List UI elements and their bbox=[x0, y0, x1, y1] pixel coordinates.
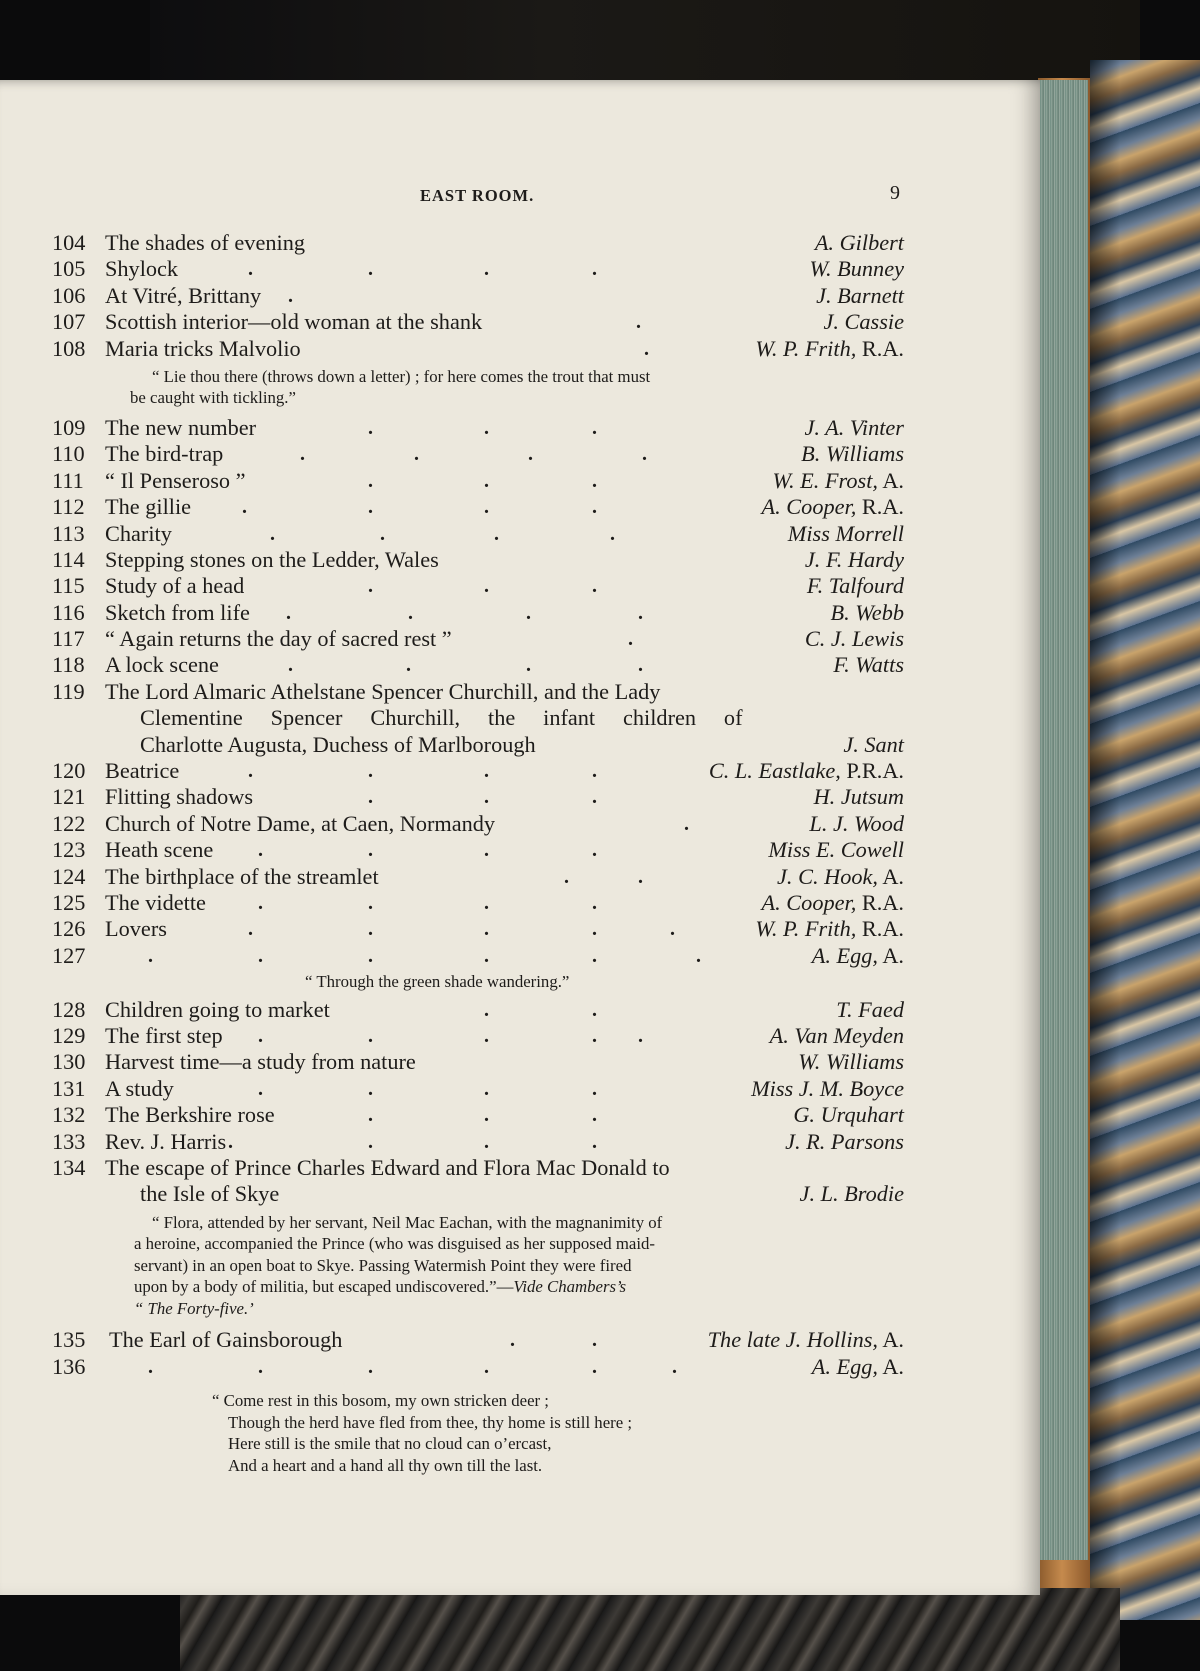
citation: “ The Forty-five.’ bbox=[134, 1298, 254, 1318]
entry-number: 124 bbox=[52, 863, 86, 889]
entry-number: 114 bbox=[52, 546, 85, 572]
artist-suffix: R.A. bbox=[856, 494, 904, 520]
entry-title: Lovers bbox=[105, 916, 167, 942]
artist-name: J. F. Hardy bbox=[804, 546, 904, 572]
artist-name: Miss E. Cowell bbox=[768, 837, 904, 863]
entry-number: 127 bbox=[52, 942, 86, 968]
artist-suffix: A. bbox=[877, 467, 904, 493]
artist-name: H. Jutsum bbox=[813, 784, 904, 810]
artist-suffix: A. bbox=[877, 1353, 904, 1379]
entry-artist bbox=[814, 784, 904, 810]
entry-number: 116 bbox=[52, 599, 85, 625]
artist-name: A. Gilbert bbox=[814, 230, 904, 255]
entry-title: A study bbox=[105, 1075, 174, 1101]
artist-name: A. Van Meyden bbox=[769, 1023, 904, 1049]
entry-artist bbox=[809, 811, 904, 837]
entry-number: 121 bbox=[52, 784, 86, 810]
artist-name: J. Barnett bbox=[816, 282, 904, 308]
quote-line: “ Through the green shade wandering.” bbox=[305, 972, 570, 992]
entry-110: 110 The bird-trap . . . . B. Williams bbox=[52, 441, 904, 467]
entry-number: 119 bbox=[52, 678, 85, 704]
entry-104 bbox=[52, 230, 904, 256]
quote-line bbox=[52, 1298, 904, 1320]
entry-number: 129 bbox=[52, 1023, 86, 1049]
entry-artist bbox=[762, 494, 904, 520]
entry-artist bbox=[785, 1129, 904, 1155]
entry-120: 120 Beatrice . . . . C. L. Eastlake, P.R.A. bbox=[52, 758, 904, 784]
artist-suffix: R.A. bbox=[856, 335, 904, 361]
title-continuation: the Isle of Skye bbox=[140, 1181, 280, 1207]
artist-name: A. Cooper, bbox=[761, 494, 857, 520]
entry-number: 134 bbox=[52, 1155, 86, 1180]
quote-134 bbox=[52, 1208, 904, 1328]
entry-artist bbox=[770, 1023, 904, 1049]
entry-title: The new number bbox=[105, 414, 257, 440]
entry-number: 112 bbox=[52, 494, 85, 520]
marbled-cover-top bbox=[150, 0, 1140, 84]
entry-artist bbox=[816, 283, 904, 309]
entry-title: Church of Notre Dame, at Caen, Normandy bbox=[105, 810, 496, 836]
entry-135: 135 The Earl of Gainsborough . . The late J. Hollins, A. bbox=[52, 1327, 904, 1353]
quote-line: And a heart and a hand all thy own till the last. bbox=[228, 1455, 543, 1475]
entry-number: 122 bbox=[52, 810, 86, 836]
entry-number: 136 bbox=[52, 1353, 86, 1379]
entry-number: 107 bbox=[52, 309, 86, 335]
entry-artist bbox=[805, 626, 904, 652]
entry-number: 113 bbox=[52, 520, 85, 546]
artist-name: A. Egg, bbox=[811, 1353, 878, 1379]
entry-artist bbox=[805, 547, 904, 573]
entry-title: The bird-trap bbox=[105, 441, 224, 467]
entry-112: 112 The gillie . . . . A. Cooper, R.A. bbox=[52, 494, 904, 520]
entry-title: The Berkshire rose bbox=[105, 1102, 275, 1128]
quote-127 bbox=[52, 969, 904, 997]
entry-artist bbox=[805, 415, 905, 441]
entry-artist bbox=[836, 997, 904, 1023]
entry-number: 123 bbox=[52, 837, 86, 863]
entry-title: The first step bbox=[105, 1023, 223, 1049]
entry-artist bbox=[843, 732, 904, 758]
entry-116: 116 Sketch from life . . . . B. Webb bbox=[52, 599, 904, 625]
entry-number: 106 bbox=[52, 282, 86, 308]
quote-line: servant) in an open boat to Skye. Passing Watermish Point they were fired bbox=[134, 1255, 632, 1275]
entry-title: Harvest time—a study from nature bbox=[105, 1049, 416, 1075]
entry-title: The escape of Prince Charles Edward and Flora Mac Donald to bbox=[105, 1155, 670, 1180]
entry-artist bbox=[833, 652, 904, 678]
entry-artist bbox=[800, 1181, 904, 1207]
entry-number: 108 bbox=[52, 335, 86, 361]
entry-artist bbox=[809, 256, 904, 282]
artist-name: J. Sant bbox=[843, 731, 904, 757]
entry-title: A lock scene bbox=[105, 652, 219, 678]
title-continuation: Charlotte Augusta, Duchess of Marlborough bbox=[140, 731, 536, 757]
entry-number: 135 bbox=[52, 1327, 86, 1353]
artist-name: C. L. Eastlake, bbox=[708, 758, 841, 784]
artist-name: Miss J. M. Boyce bbox=[751, 1075, 904, 1101]
entry-title: The Earl of Gainsborough bbox=[109, 1327, 343, 1353]
entry-113: 113 Charity . . . . Miss Morrell bbox=[52, 520, 904, 546]
entry-title: Scottish interior—old woman at the shank bbox=[105, 309, 483, 335]
entry-title: Rev. J. Harris bbox=[105, 1128, 227, 1154]
entry-number: 125 bbox=[52, 889, 86, 915]
entry-artist bbox=[812, 943, 904, 969]
entry-artist bbox=[762, 890, 904, 916]
entry-list bbox=[52, 230, 904, 1476]
quote-text: upon by a body of militia, but escaped undiscovered.”— bbox=[134, 1277, 514, 1297]
artist-name: C. J. Lewis bbox=[804, 626, 904, 652]
artist-name: J. A. Vinter bbox=[804, 414, 904, 440]
quote-line: “ Flora, attended by her servant, Neil Mac Eachan, with the magnanimity of bbox=[152, 1212, 663, 1232]
title-continuation: Clementine Spencer Churchill, the infant children of bbox=[140, 705, 743, 731]
artist-name: J. L. Brodie bbox=[799, 1181, 904, 1207]
entry-title: Charity bbox=[105, 520, 172, 546]
entry-125: 125 The vidette . . . . A. Cooper, R.A. bbox=[52, 889, 904, 915]
entry-129: 129 The first step . . . . . A. Van Meyden bbox=[52, 1023, 904, 1049]
entry-111: 111 “ Il Penseroso ” . . . W. E. Frost, A. bbox=[52, 467, 904, 493]
artist-name: T. Faed bbox=[836, 996, 904, 1022]
artist-name: A. Cooper, bbox=[761, 889, 857, 915]
entry-127: 127 . . . . . . A. Egg, A. bbox=[52, 942, 904, 968]
entry-artist bbox=[751, 1076, 904, 1102]
entry-number: 109 bbox=[52, 414, 86, 440]
page-number: 9 bbox=[890, 182, 900, 204]
entry-title: The gillie bbox=[105, 494, 192, 520]
entry-121: 121 Flitting shadows . . . H. Jutsum bbox=[52, 784, 904, 810]
artist-name: Miss Morrell bbox=[787, 520, 904, 546]
entry-number: 110 bbox=[52, 441, 85, 467]
entry-artist bbox=[823, 309, 904, 335]
artist-name: F. Watts bbox=[833, 652, 904, 678]
artist-name: W. P. Frith, bbox=[755, 916, 857, 942]
entry-artist bbox=[807, 573, 904, 599]
entry-artist bbox=[772, 468, 904, 494]
artist-name: A. Egg, bbox=[811, 942, 878, 968]
quote-108 bbox=[52, 362, 904, 415]
artist-name: L. J. Wood bbox=[809, 810, 904, 836]
entry-artist bbox=[812, 1354, 904, 1380]
entry-artist bbox=[788, 521, 904, 547]
entry-title: Stepping stones on the Ledder, Wales bbox=[105, 546, 439, 572]
entry-artist bbox=[768, 837, 904, 863]
entry-title: Beatrice bbox=[105, 758, 180, 784]
entry-artist bbox=[777, 864, 904, 890]
catalogue-page bbox=[0, 80, 1040, 1595]
entry-number: 132 bbox=[52, 1102, 86, 1128]
entry-122: 122 Church of Notre Dame, at Caen, Normandy . L. J. Wood bbox=[52, 810, 904, 836]
entry-123: 123 Heath scene . . . . Miss E. Cowell bbox=[52, 837, 904, 863]
artist-suffix: P.R.A. bbox=[840, 758, 904, 784]
entry-105: 105 Shylock . . . . W. Bunney bbox=[52, 256, 904, 282]
entry-107: 107 Scottish interior—old woman at the shank . J. Cassie bbox=[52, 309, 904, 335]
entry-number: 111 bbox=[52, 467, 84, 493]
entry-number: 130 bbox=[52, 1049, 86, 1075]
quote-line: Here still is the smile that no cloud can o’ercast, bbox=[228, 1434, 552, 1454]
quote-line: a heroine, accompanied the Prince (who was disguised as her supposed maid- bbox=[134, 1234, 655, 1254]
entry-126: 126 Lovers . . . . . W. P. Frith, R.A. bbox=[52, 916, 904, 942]
artist-suffix: R.A. bbox=[856, 889, 904, 915]
citation: Vide Chambers’s bbox=[513, 1277, 627, 1297]
entry-number: 104 bbox=[52, 230, 86, 255]
quote-line: Though the herd have fled from thee, thy home is still here ; bbox=[228, 1412, 633, 1432]
entry-title: Maria tricks Malvolio bbox=[105, 335, 301, 361]
artist-name: W. Bunney bbox=[809, 256, 904, 282]
entry-number: 105 bbox=[52, 256, 86, 282]
artist-name: W. Williams bbox=[798, 1049, 904, 1075]
artist-name: B. Williams bbox=[801, 441, 904, 467]
entry-title: The vidette bbox=[105, 889, 206, 915]
entry-artist bbox=[815, 230, 904, 256]
entry-title: The Lord Almaric Athelstane Spencer Churchill, and the Lady bbox=[105, 678, 661, 704]
entry-114 bbox=[52, 547, 904, 573]
artist-name: J. C. Hook, bbox=[777, 863, 878, 889]
artist-name: W. E. Frost, bbox=[772, 467, 878, 493]
artist-name: J. R. Parsons bbox=[785, 1128, 904, 1154]
artist-name: G. Urquhart bbox=[793, 1102, 904, 1128]
entry-artist bbox=[831, 600, 905, 626]
entry-115: 115 Study of a head . . . F. Talfourd bbox=[52, 573, 904, 599]
cover-shadow bbox=[1090, 60, 1120, 1620]
entry-artist bbox=[755, 336, 904, 362]
entry-title: The birthplace of the streamlet bbox=[105, 863, 379, 889]
running-head: EAST ROOM. bbox=[420, 186, 535, 205]
entry-119 bbox=[52, 679, 904, 705]
entry-109: 109 The new number . . . J. A. Vinter bbox=[52, 414, 904, 440]
entry-128: 128 Children going to market . . T. Faed bbox=[52, 996, 904, 1022]
entry-title: Flitting shadows bbox=[105, 784, 254, 810]
entry-number: 115 bbox=[52, 573, 85, 599]
quote-136 bbox=[52, 1380, 904, 1476]
entry-136: 136 . . . . . . A. Egg, A. bbox=[52, 1353, 904, 1379]
marbled-cover-bottom bbox=[180, 1588, 1120, 1671]
entry-134-continuation bbox=[52, 1181, 904, 1207]
entry-106: 106 At Vitré, Brittany . J. Barnett bbox=[52, 282, 904, 308]
entry-number: 126 bbox=[52, 916, 86, 942]
entry-artist bbox=[708, 1327, 904, 1353]
entry-132: 132 The Berkshire rose . . . G. Urquhart bbox=[52, 1102, 904, 1128]
artist-suffix: A. bbox=[877, 942, 904, 968]
entry-title: Shylock bbox=[105, 256, 179, 282]
artist-name: W. P. Frith, bbox=[755, 335, 857, 361]
entry-117: 117 “ Again returns the day of sacred rest ” . C. J. Lewis bbox=[52, 626, 904, 652]
entry-119-continuation bbox=[52, 732, 904, 758]
entry-title: Study of a head bbox=[105, 573, 245, 599]
entry-title: The shades of evening bbox=[105, 230, 305, 255]
entry-119-continuation bbox=[52, 705, 904, 731]
entry-133: 133 Rev. J. Harris . . . . J. R. Parsons bbox=[52, 1128, 904, 1154]
entry-title: Sketch from life bbox=[105, 599, 250, 625]
quote-line: be caught with tickling.” bbox=[130, 388, 296, 408]
entry-title: “ Il Penseroso ” bbox=[105, 467, 246, 493]
entry-124: 124 The birthplace of the streamlet . . J. C. Hook, A. bbox=[52, 863, 904, 889]
entry-artist bbox=[755, 916, 904, 942]
entry-artist bbox=[709, 758, 904, 784]
entry-130 bbox=[52, 1049, 904, 1075]
entry-108: 108 Maria tricks Malvolio . W. P. Frith, R.A. bbox=[52, 335, 904, 361]
entry-title: “ Again returns the day of sacred rest ” bbox=[105, 626, 452, 652]
entry-title: Heath scene bbox=[105, 837, 214, 863]
entry-number: 118 bbox=[52, 652, 85, 678]
entry-number: 133 bbox=[52, 1128, 86, 1154]
entry-number: 120 bbox=[52, 758, 86, 784]
quote-line: “ Lie thou there (throws down a letter) ; for here comes the trout that must bbox=[152, 366, 651, 386]
quote-line bbox=[52, 1276, 904, 1298]
entry-artist bbox=[793, 1102, 904, 1128]
entry-118: 118 A lock scene . . . . F. Watts bbox=[52, 652, 904, 678]
entry-number: 131 bbox=[52, 1075, 86, 1101]
artist-suffix: A. bbox=[877, 1327, 904, 1353]
entry-134 bbox=[52, 1155, 904, 1181]
entry-title: Children going to market bbox=[105, 996, 330, 1022]
artist-name: B. Webb bbox=[830, 599, 904, 625]
artist-suffix: A. bbox=[877, 863, 904, 889]
artist-name: The late J. Hollins, bbox=[707, 1327, 878, 1353]
artist-suffix: R.A. bbox=[856, 916, 904, 942]
quote-line: “ Come rest in this bosom, my own stricken deer ; bbox=[212, 1391, 549, 1411]
entry-number: 117 bbox=[52, 626, 85, 652]
entry-artist bbox=[801, 441, 904, 467]
entry-artist bbox=[798, 1049, 904, 1075]
entry-number: 128 bbox=[52, 996, 86, 1022]
entry-131: 131 A study . . . . Miss J. M. Boyce bbox=[52, 1075, 904, 1101]
artist-name: F. Talfourd bbox=[806, 573, 904, 599]
artist-name: J. Cassie bbox=[823, 309, 904, 335]
entry-title: At Vitré, Brittany bbox=[105, 282, 262, 308]
